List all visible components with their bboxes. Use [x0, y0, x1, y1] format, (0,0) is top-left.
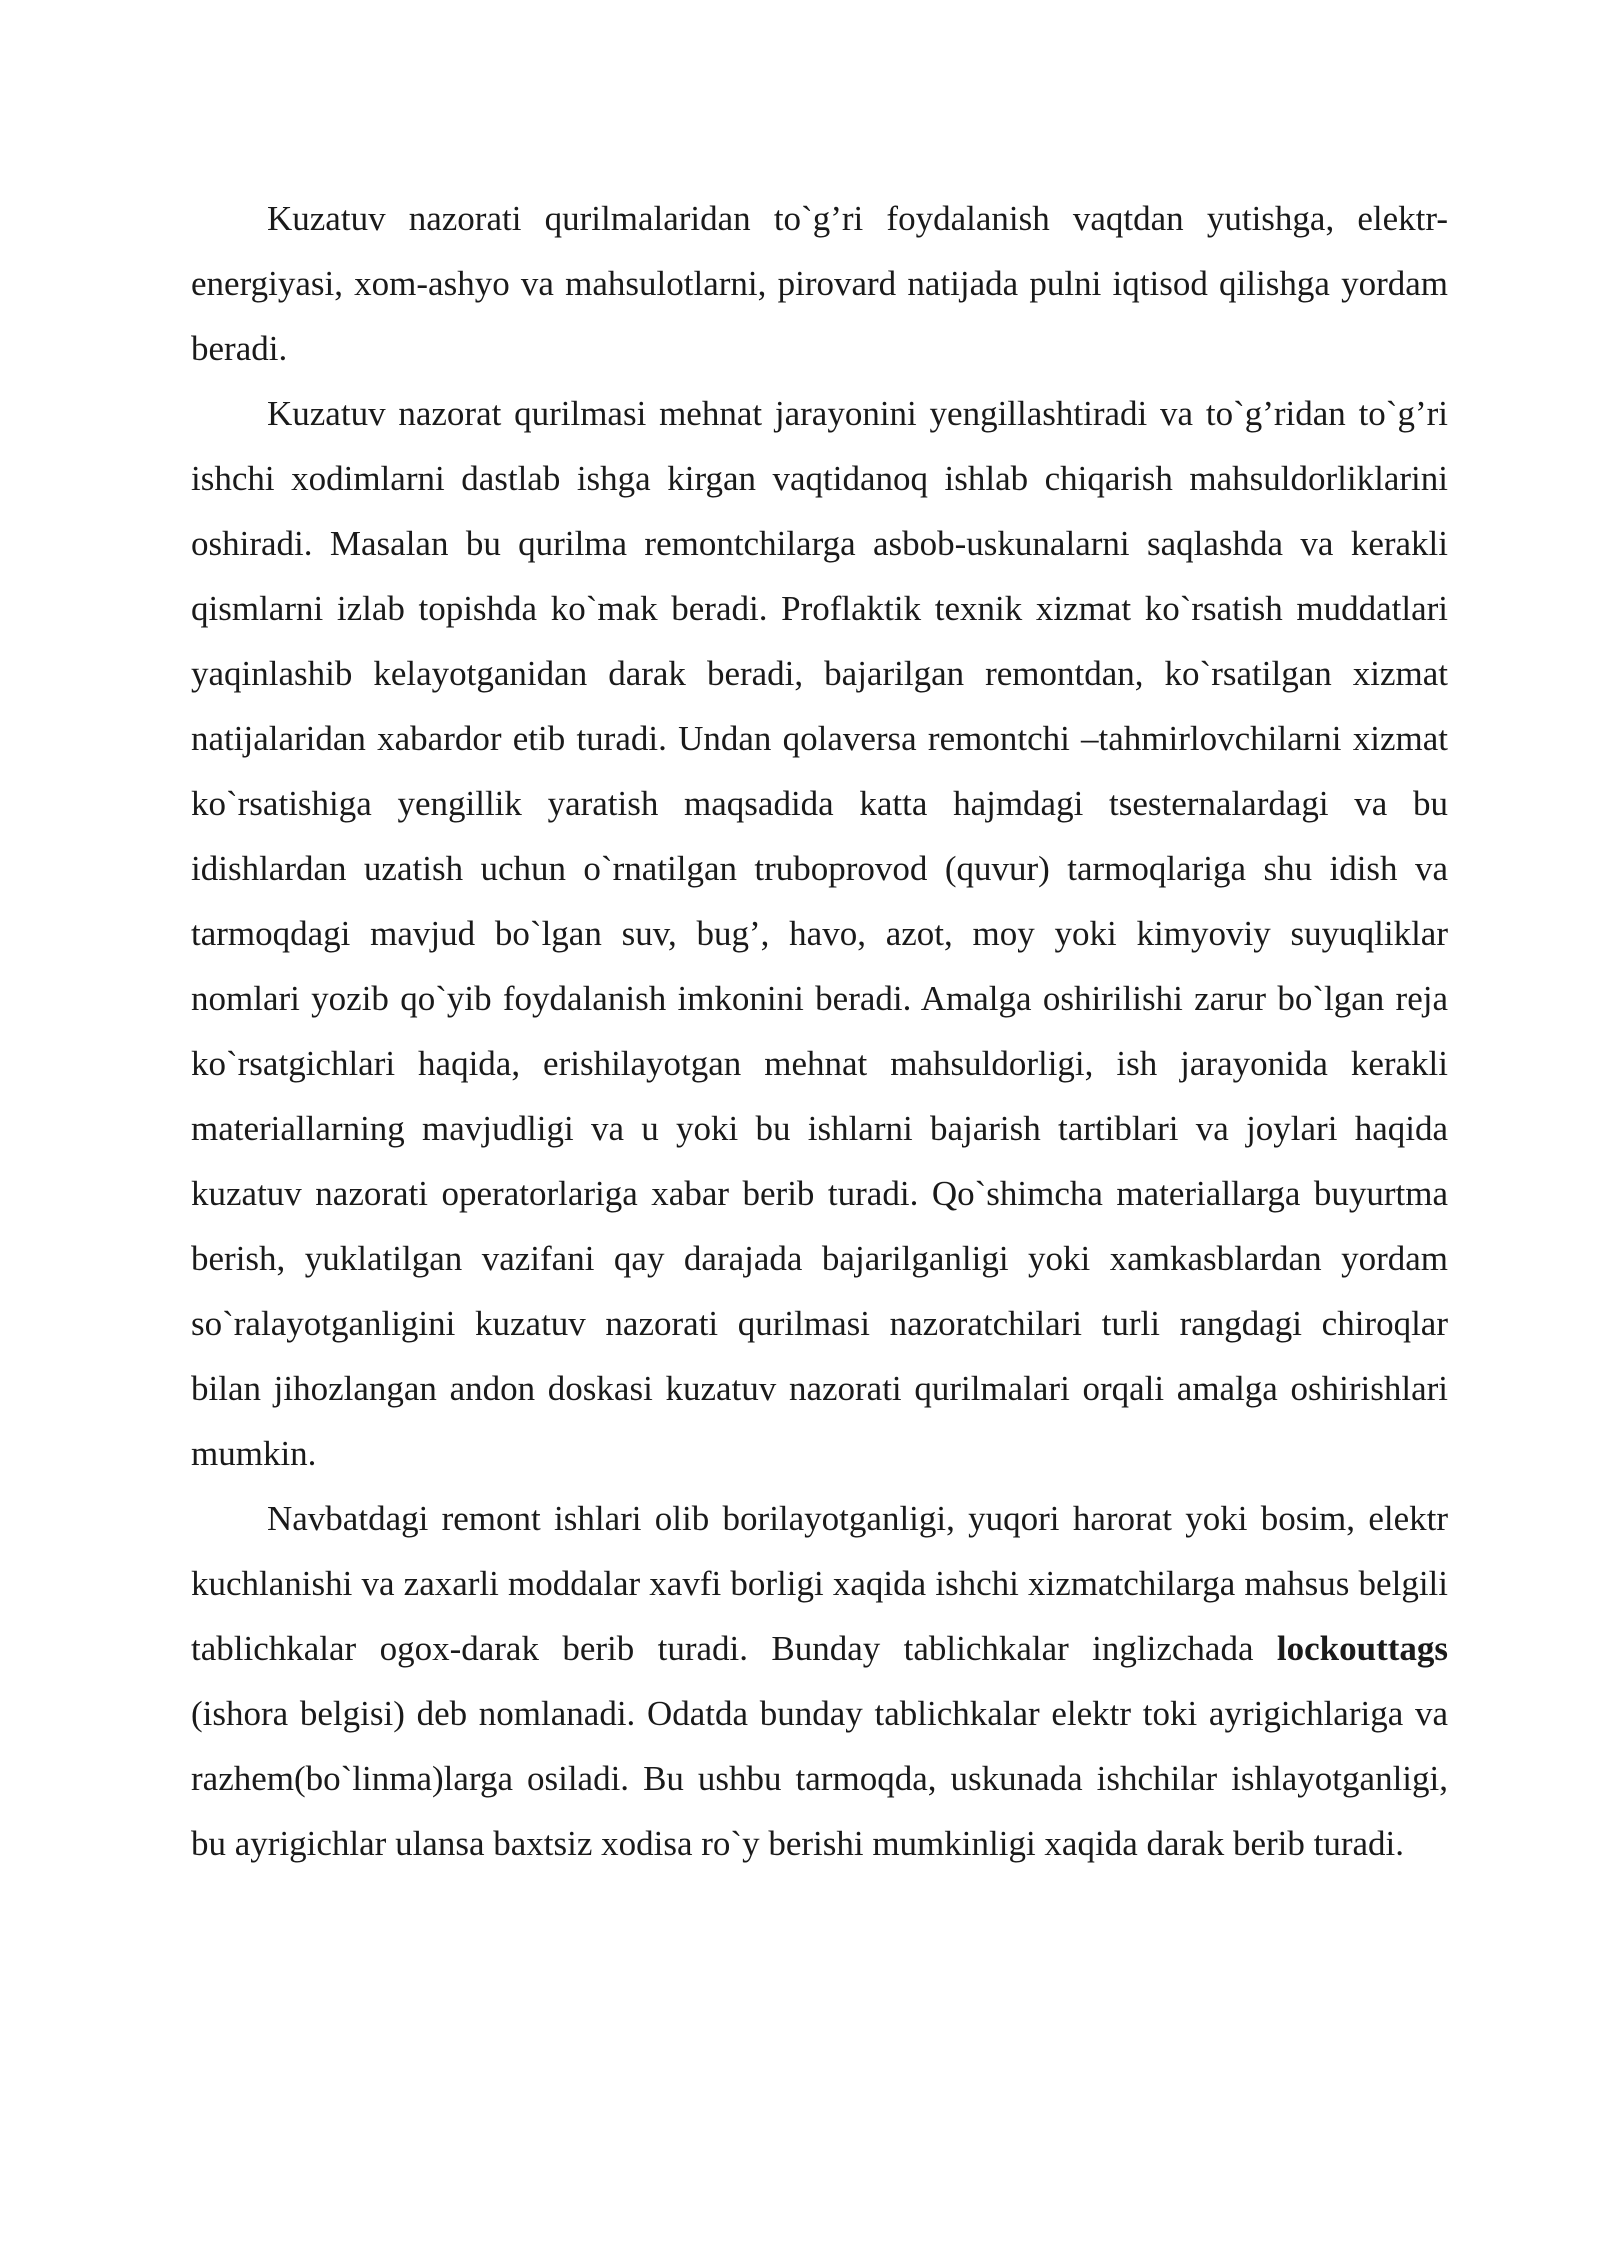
paragraph-3-text-after: (ishora belgisi) deb nomlanadi. Odatda bunday tablichkalar elektr toki ayrigichlariga va razhem(bo`linma)larga osiladi. Bu ushbu tarmoqda, uskunada ishchilar ishlayotganligi, bu ayrigichlar ulansa baxtsiz xodisa ro`y berishi mumkinligi xaqida darak berib turadi. [191, 1694, 1448, 1863]
paragraph-3-text-before: Navbatdagi remont ishlari olib borilayotganligi, yuqori harorat yoki bosim, elektr kuchlanishi va zaxarli moddalar xavfi borligi xaqida ishchi xizmatchilarga mahsus belgili tablichkalar ogox-darak berib turadi. Bunday tablichkalar inglizchada [191, 1499, 1448, 1668]
paragraph-1: Kuzatuv nazorati qurilmalaridan to`g’ri foydalanish vaqtdan yutishga, elektr-energiyasi, xom-ashyo va mahsulotlarni, pirovard natijada pulni iqtisod qilishga yordam beradi. [191, 199, 1448, 368]
document-body [191, 186, 1448, 1876]
paragraph-2: Kuzatuv nazorat qurilmasi mehnat jarayonini yengillashtiradi va to`g’ridan to`g’ri ishchi xodimlarni dastlab ishga kirgan vaqtidanoq ishlab chiqarish mahsuldorliklarini oshiradi. Masalan bu qurilma remontchilarga asbob-uskunalarni saqlashda va kerakli qismlarni izlab topishda ko`mak beradi. Proflaktik texnik xizmat ko`rsatish muddatlari yaqinlashib kelayotganidan darak beradi, bajarilgan remontdan, ko`rsatilgan xizmat natijalaridan xabardor etib turadi. Undan qolaversa remontchi –tahmirlovchilarni xizmat ko`rsatishiga yengillik yaratish maqsadida katta hajmdagi tsesternalardagi va bu idishlardan uzatish uchun o`rnatilgan truboprovod (quvur) tarmoqlariga shu idish va tarmoqdagi mavjud bo`lgan suv, bug’, havo, azot, moy yoki kimyoviy suyuqliklar nomlari yozib qo`yib foydalanish imkonini beradi. Amalga oshirilishi zarur bo`lgan reja ko`rsatgichlari haqida, erishilayotgan mehnat mahsuldorligi, ish jarayonida kerakli materiallarning mavjudligi va u yoki bu ishlarni bajarish tartiblari va joylari haqida kuzatuv nazorati operatorlariga xabar berib turadi. Qo`shimcha materiallarga buyurtma berish, yuklatilgan vazifani qay darajada bajarilganligi yoki xamkasblardan yordam so`ralayotganligini kuzatuv nazorati qurilmasi nazoratchilari turli rangdagi chiroqlar bilan jihozlangan andon doskasi kuzatuv nazorati qurilmalari orqali amalga oshirishlari mumkin. [191, 394, 1448, 1473]
paragraph-3 [191, 1486, 1448, 1876]
lockouttags-term: lockouttags [1276, 1629, 1448, 1668]
